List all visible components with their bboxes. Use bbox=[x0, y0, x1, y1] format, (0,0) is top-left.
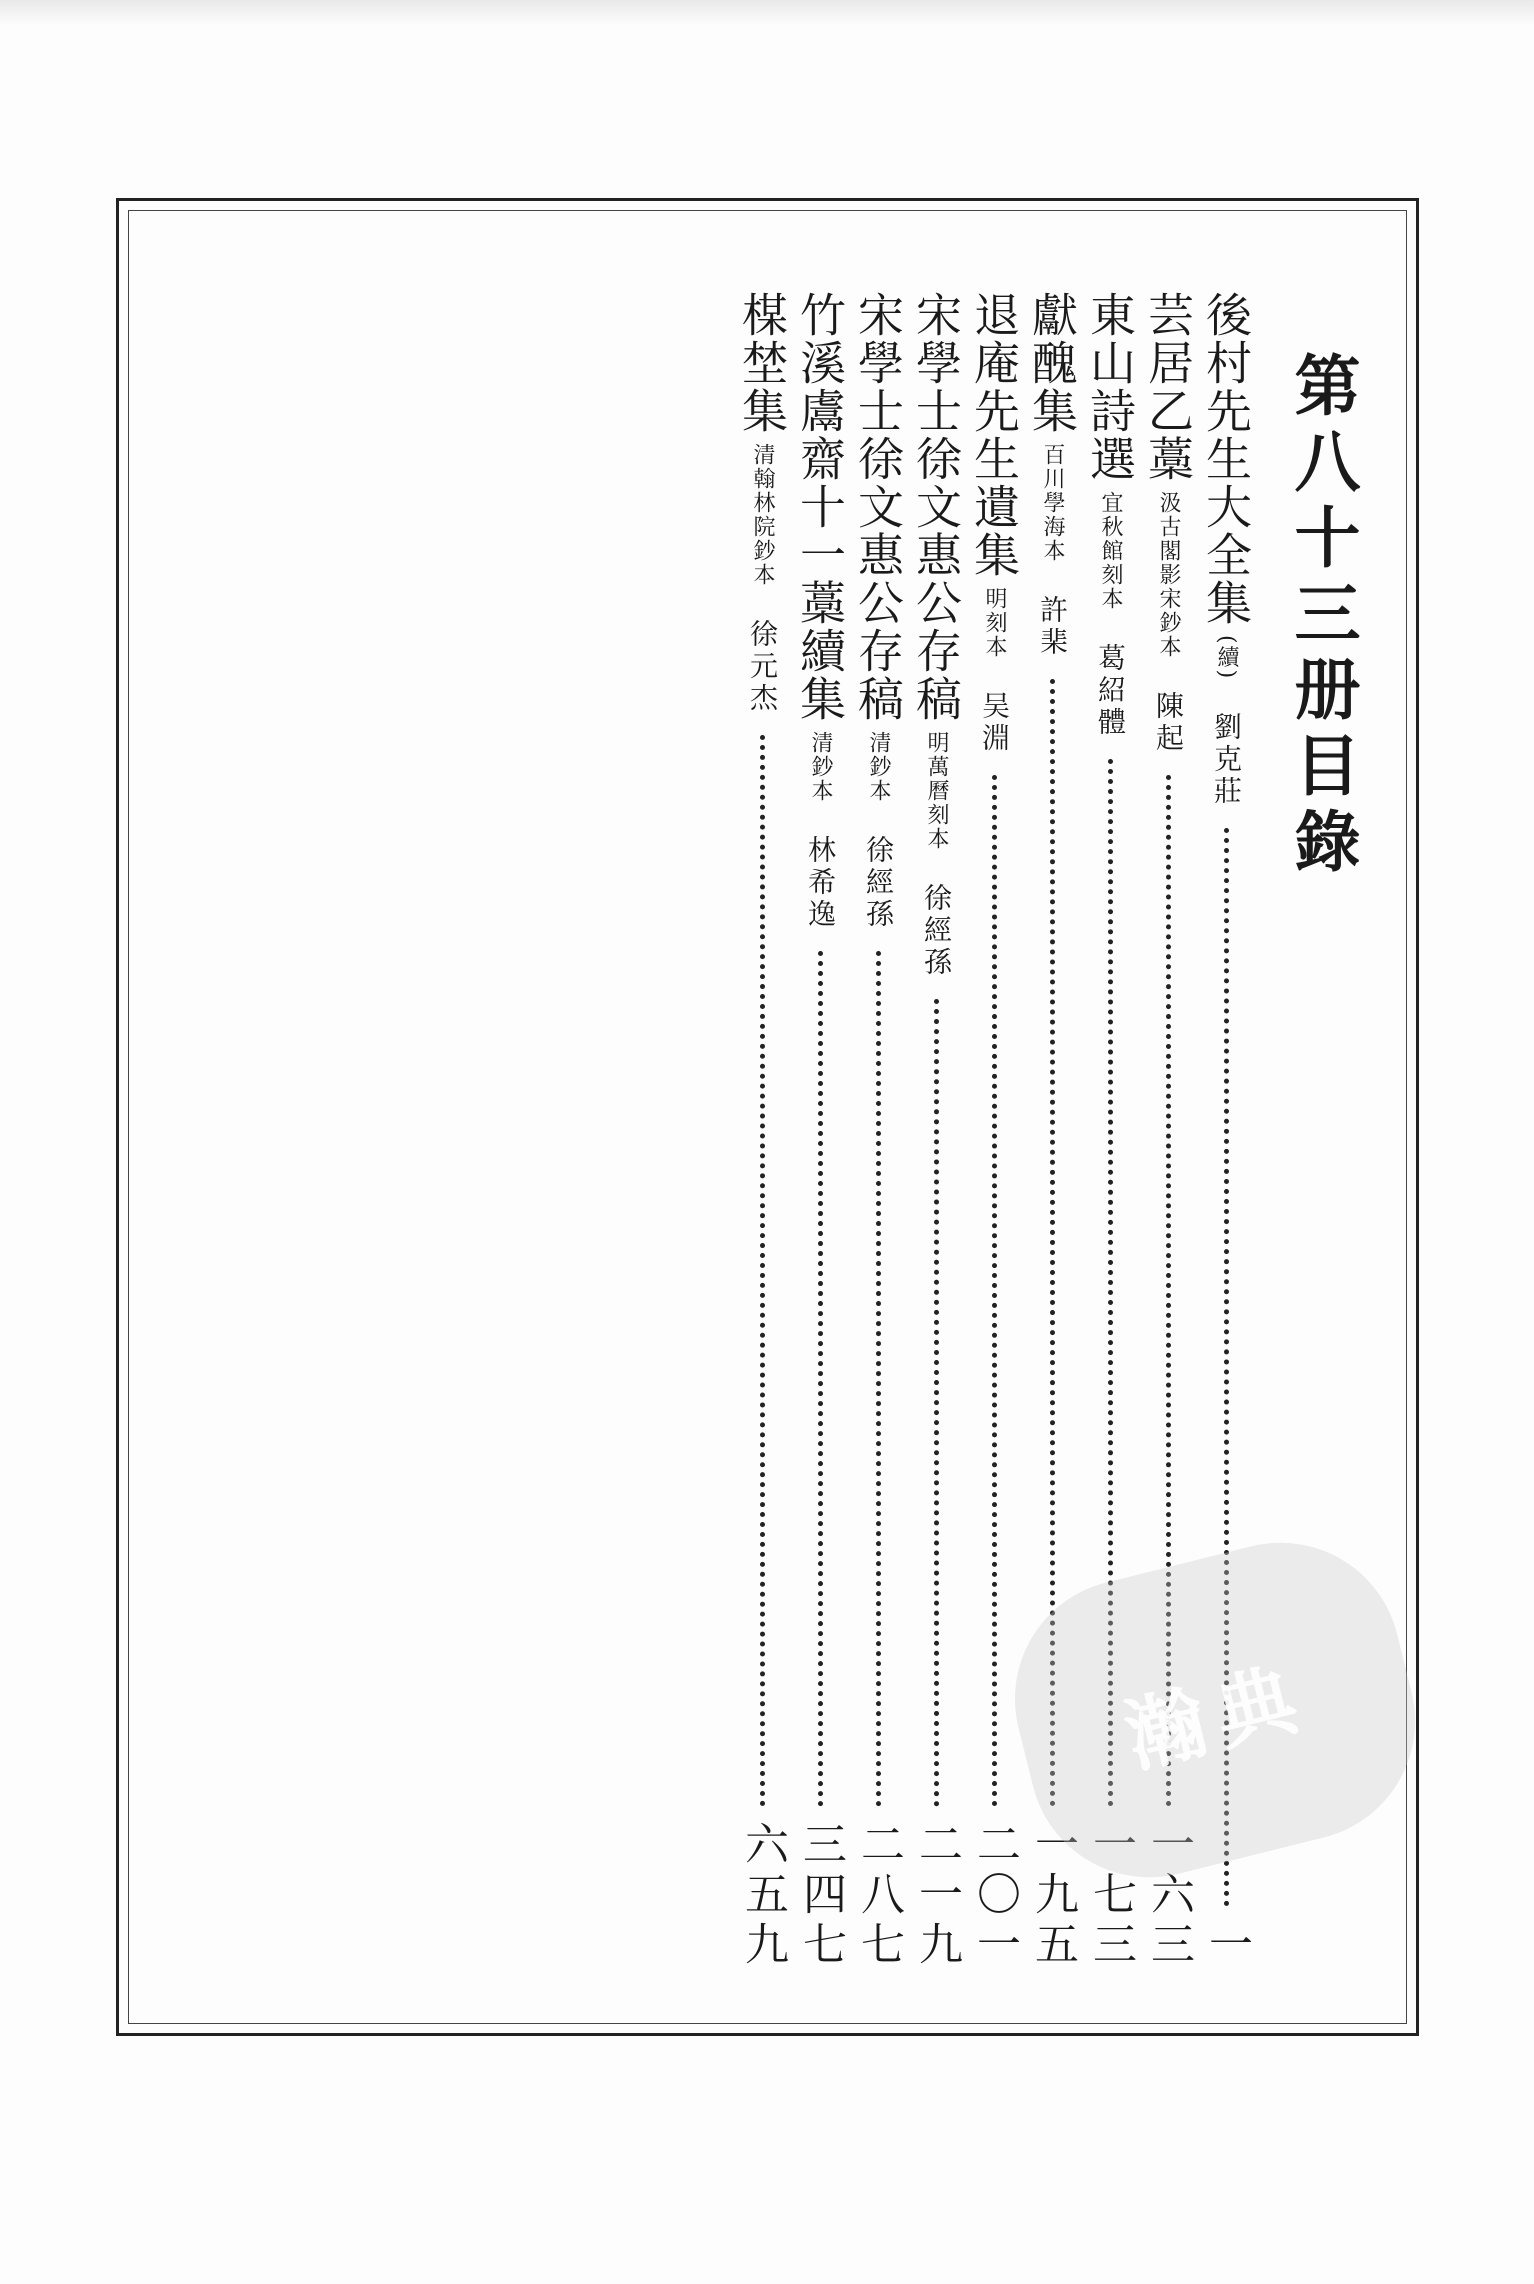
entry-page-number: 二八七 bbox=[853, 1821, 904, 1971]
entry-edition: 汲古閣影宋鈔本 bbox=[1156, 491, 1181, 659]
entry-work-title: 宋學士徐文惠公存稿 bbox=[909, 291, 963, 723]
entry-page-number: 六五九 bbox=[737, 1821, 788, 1971]
entry-author: 林希逸 bbox=[804, 835, 837, 931]
entry-author: 陳起 bbox=[1152, 691, 1185, 755]
entry-work-title: 宋學士徐文惠公存稿 bbox=[851, 291, 905, 723]
toc-entry[interactable] bbox=[789, 291, 851, 1971]
entry-work-title: 東山詩選 bbox=[1083, 291, 1137, 483]
dot-leader bbox=[934, 999, 939, 1807]
entry-edition: 明萬曆刻本 bbox=[924, 731, 949, 851]
toc-entry[interactable] bbox=[731, 291, 793, 1971]
page-title: 第八十三册目錄 bbox=[1283, 351, 1361, 883]
dot-leader bbox=[760, 735, 765, 1807]
entry-work-title: 芸居乙藁 bbox=[1141, 291, 1195, 483]
dot-leader bbox=[818, 951, 823, 1807]
entry-author: 葛紹體 bbox=[1094, 643, 1127, 739]
entry-page-number: 三四七 bbox=[795, 1821, 846, 1971]
entry-edition: 宜秋館刻本 bbox=[1098, 491, 1123, 611]
entry-work-title: 竹溪鬳齋十一藁續集 bbox=[793, 291, 847, 723]
entry-work-title: 楳埜集 bbox=[735, 291, 789, 435]
entry-page-number: 一六三 bbox=[1143, 1821, 1194, 1971]
entry-work-title: 退庵先生遺集 bbox=[967, 291, 1021, 579]
entry-edition: 明刻本 bbox=[982, 587, 1007, 659]
entry-page-number: 一九五 bbox=[1027, 1821, 1078, 1971]
entry-work-title: 獻醜集 bbox=[1025, 291, 1079, 435]
entry-author: 徐元杰 bbox=[746, 619, 779, 715]
entry-author: 劉克莊 bbox=[1210, 712, 1243, 809]
entry-page-number: 二〇一 bbox=[969, 1821, 1020, 1971]
entry-author: 許棐 bbox=[1036, 595, 1069, 659]
toc-entry[interactable] bbox=[847, 291, 909, 1971]
dot-leader bbox=[992, 775, 997, 1807]
entry-page-number: 一 bbox=[1201, 1921, 1252, 1971]
entry-page-number: 一七三 bbox=[1085, 1821, 1136, 1971]
dot-leader bbox=[876, 951, 881, 1807]
entry-author: 徐經孫 bbox=[862, 835, 895, 931]
entry-author: 徐經孫 bbox=[920, 883, 953, 979]
entry-edition: 清鈔本 bbox=[866, 731, 891, 803]
entry-page-number: 二一九 bbox=[911, 1821, 962, 1971]
entry-work-title: 後村先生大全集 bbox=[1199, 291, 1253, 627]
entry-author: 吴淵 bbox=[978, 691, 1011, 755]
entry-edition: 清鈔本 bbox=[808, 731, 833, 803]
entry-edition: (續) bbox=[1214, 635, 1239, 681]
entry-edition: 清翰林院鈔本 bbox=[750, 443, 775, 587]
scan-top-shadow bbox=[0, 0, 1534, 26]
seal-text: 瀚典 bbox=[1115, 1648, 1318, 1785]
toc-entry[interactable] bbox=[905, 291, 967, 1971]
entry-edition: 百川學海本 bbox=[1040, 443, 1065, 563]
